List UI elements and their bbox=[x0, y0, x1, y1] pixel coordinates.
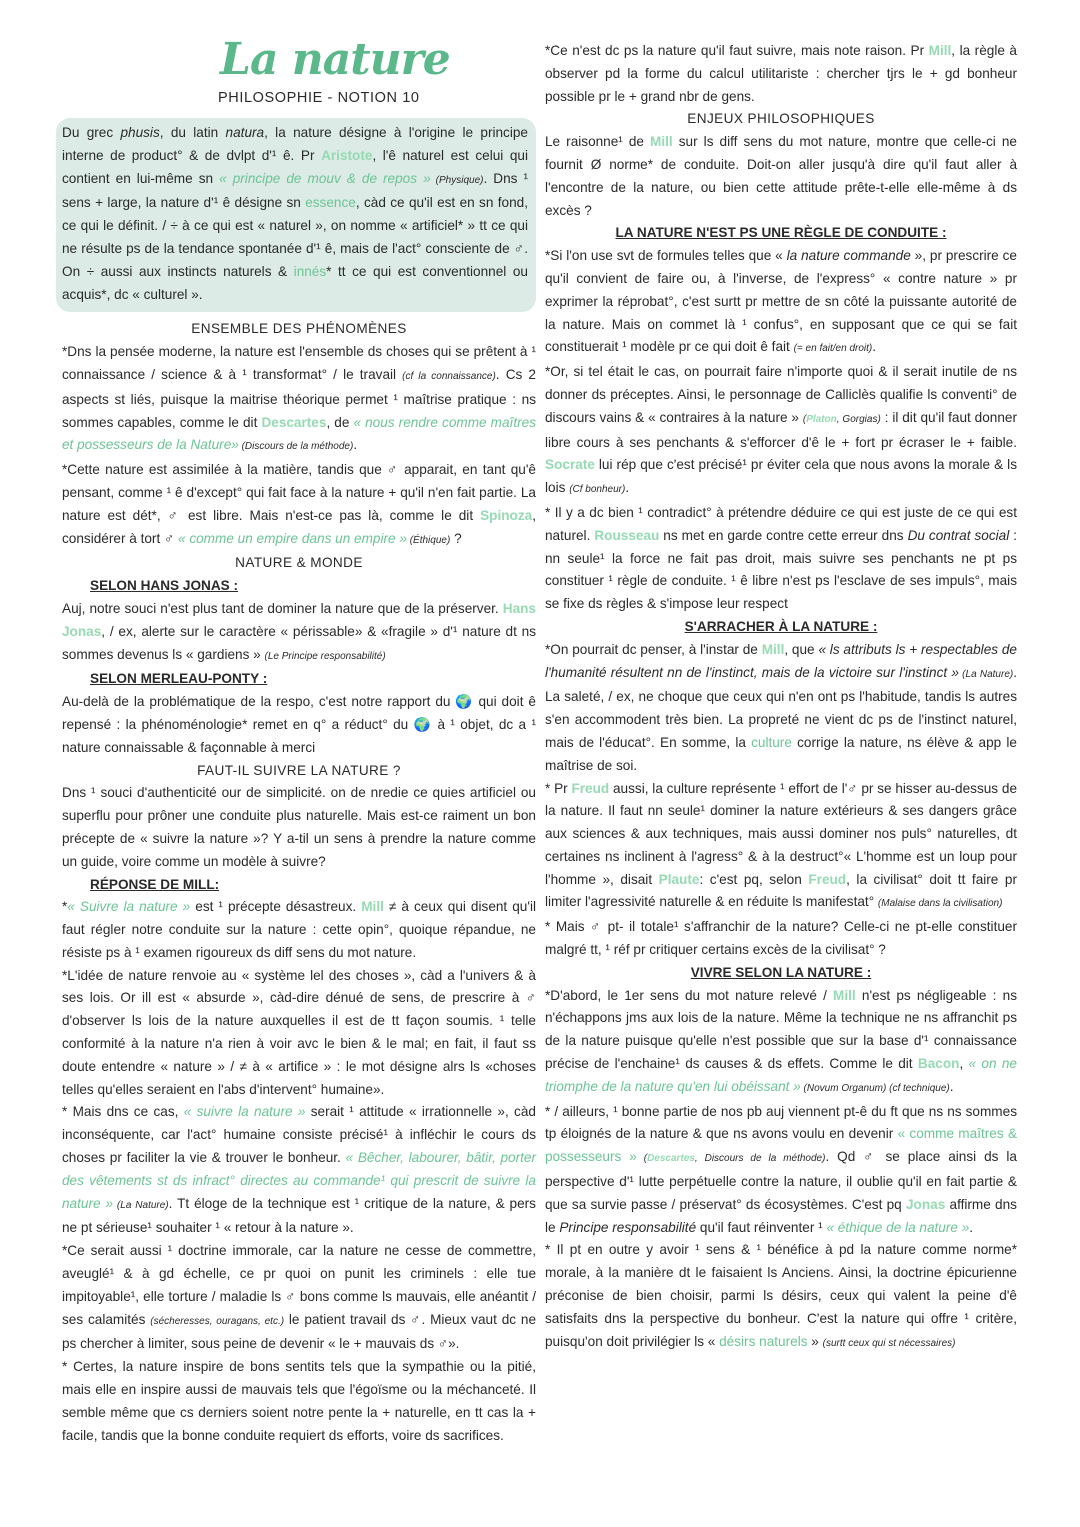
author-jonas: Hans Jonas bbox=[62, 600, 536, 639]
page-title: La nature bbox=[220, 34, 450, 85]
paragraph: *Ce n'est dc ps la nature qu'il faut suivre, mais note raison. Pr Mill, la règle à observer pd la forme du calcul utilitariste : chercher tjrs le + gd bonheur possible pr le + grand nbr de gens. bbox=[545, 43, 1017, 104]
section-heading-phenomenes: ENSEMBLE DES PHÉNOMÈNES bbox=[191, 321, 407, 337]
right-column bbox=[545, 40, 1017, 1355]
section-heading-suivre-nature: FAUT-IL SUIVRE LA NATURE ? bbox=[197, 762, 401, 778]
author-descartes: Descartes bbox=[647, 1153, 695, 1165]
paragraph: *Si l'on use svt de formules telles que « la nature commande », pr prescrire ce qu'il convient de faire ou, à l'inverse, de l'express° « contre nature » pr exprimer la réprobat°, c'est surtt pr mettre de sn côté la puissante autorité de la nature. Mais on commet là ¹ confus°, en supposant que ce qui se fait constituerait ¹ modèle pr ce qui doit ê fait (= en fait/en droit). bbox=[545, 248, 1017, 355]
author-mill: Mill bbox=[833, 987, 856, 1003]
paragraph: *Dns la pensée moderne, la nature est l'ensemble ds choses qui se prêtent à ¹ connaissance / science & à ¹ transformat° / le travail (cf la connaissance). Cs 2 aspects st liés, puisque la maitrise théorique permet ¹ maîtrise pratique : ns sommes capables, comme le dit Descartes, de « nous rendre comme maîtres et possesseurs de la Nature» (Discours de la méthode). bbox=[62, 344, 536, 453]
paragraph: * Mais ♂ pt- il totale¹ s'affranchir de la nature? Celle-ci ne pt-elle constituer malgré tt, ¹ réf pr critiquer certains excès de la civilisat° ? bbox=[545, 919, 1017, 958]
paragraph: * Pr Freud aussi, la culture représente ¹ effort de l'♂ pr se hisser au-dessus de la nature. Il faut nn seule¹ dominer la nature extérieurs & ses dangers grâce aux sciences & aux techniques, mais aussi dominer nos puls° naturelles, dt certaines ns inclinent à l'agress° & à la destruct°« L'homme est un loup pour l'homme », disait Plaute: c'est pq, selon Freud, la civilisat° doit tt faire pr limiter l'agressivité naturelle & en réduite ls manifestat° (Malaise dans la civilisation) bbox=[545, 780, 1018, 910]
author-mill: Mill bbox=[650, 134, 673, 150]
author-freud: Freud bbox=[571, 780, 610, 796]
intro-box bbox=[56, 118, 536, 312]
keyword-innes: innés bbox=[293, 263, 327, 279]
intro-text: Du grec phusis, du latin natura, la nature désigne à l'origine le principe interne de product° & de dvlpt d'¹ ê. Pr Aristote, l'ê naturel est celui qui contient en lui-même sn « principe de mouv & de repos » (Physique). Dns ¹ sens + large, la nature d'¹ ê désigne sn essence, càd ce qu'il est en sn fond, ce qui le définit. / ÷ à ce qui est « naturel », on nomme « artificiel* » tt ce qui ne résulte ps de la tendance spontanée d'¹ ê, mais de l'act° consciente de ♂. On ÷ aussi aux instincts naturels & innés* tt ce qui est conventionnel ou acquis*, dc « culturel ». bbox=[62, 125, 529, 302]
paragraph: * Il pt en outre y avoir ¹ sens & ¹ bénéfice à pd la nature comme norme* morale, à la manière dt le faisaient ls Anciens. Ainsi, la doctrine épicurienne préconise de bien choisir, parmi ls désirs, ceux qui valent la peine d'ê satisfaits dns la perspective du bonheur. C'est la nature qui offre ¹ critère, puisqu'on doit privilégier ls « désirs naturels » (surtt ceux qui st nécessaires) bbox=[545, 1242, 1017, 1349]
section-heading-enjeux: ENJEUX PHILOSOPHIQUES bbox=[687, 111, 875, 127]
section-heading-nature-monde: NATURE & MONDE bbox=[235, 555, 363, 571]
keyword-culture: culture bbox=[751, 734, 792, 750]
author-platon: Platon bbox=[806, 413, 837, 425]
paragraph: Auj, notre souci n'est plus tant de dominer la nature que de la préserver. Hans Jonas, / ex, alerte sur le caractère « périssable» & «fragile » d'¹ nature dt ns sommes devenus ls « gardiens » (Le Principe responsabilité) bbox=[62, 600, 536, 662]
author-aristote: Aristote bbox=[321, 147, 373, 163]
author-plaute: Plaute bbox=[658, 871, 700, 887]
author-bacon: Bacon bbox=[917, 1056, 960, 1072]
page-subtitle: PHILOSOPHIE - NOTION 10 bbox=[218, 90, 420, 106]
author-socrate: Socrate bbox=[545, 457, 595, 473]
paragraph: * Mais dns ce cas, « suivre la nature » serait ¹ attitude « irrationnelle », càd inconséquente, car l'act° humaine consiste précisé¹ à infléchir le cours ds choses pr faciliter la vie & trouver le bonheur. « Bêcher, labourer, bâtir, porter des vêtements st ds infract° directes au commande¹ qui prescrit de suivre la nature » (La Nature). Tt éloge de la technique est ¹ critique de la nature, & pers ne pt sérieuse¹ souhaiter ¹ « retour à la nature ». bbox=[62, 1104, 536, 1236]
paragraph: *On pourrait dc penser, à l'instar de Mill, que « ls attributs ls + respectables de l'humanité résultent nn de l'instinct, mais de la victoire sur l'instinct » (La Nature). La saleté, / ex, ne choque que ceux qui n'en ont ps l'habitude, tandis ls autres s'en accommodent très bien. La propreté ne vient dc ps de l'instinct naturel, mais de l'éducat°. En somme, la culture corrige la nature, ns élève & app le maîtrise de soi. bbox=[545, 641, 1017, 773]
paragraph: *D'abord, le 1er sens du mot nature relevé / Mill n'est ps négligeable : ns n'échappons jms aux lois de la nature. Même la technique ne ns affranchit ps de la nature puisque qu'elle n'est possible que sur la base d'¹ connaissance précise de l'enchaine¹ ds causes & ds effets. Comme le dit Bacon, « on ne triomphe de la nature qu'en lui obéissant » (Novum Organum) (cf technique). bbox=[545, 987, 1017, 1094]
paragraph: *« Suivre la nature » est ¹ précepte désastreux. Mill ≠ à ceux qui disent qu'il faut régler notre conduite sur la nature : cette opin°, quoique répandue, ne résiste ps à ¹ examen rigoureux ds diff sens du mot nature. bbox=[62, 899, 537, 960]
paragraph: Le raisonne¹ de Mill sur ls diff sens du mot nature, montre que celle-ci ne fournit Ø norme* de conduite. Doit-on aller jusqu'à dire qu'il faut aller à l'encontre de la nature, ou bien cette attitude prête-t-elle elle-même à ds excès ? bbox=[545, 134, 1017, 218]
paragraph: * / ailleurs, ¹ bonne partie de nos pb auj viennent pt-ê du ft que ns ns sommes tp éloignés de la nature & que ns avons voulu en devenir « comme maîtres & possesseurs » (Descartes, Discours de la méthode). Qd ♂ se place ainsi ds la perspective d'¹ lutte perpétuelle contre la nature, il oublie qu'il en fait partie & que sa survie passe / préservat° ds écosystèmes. C'est pq Jonas affirme dns le Principe responsabilité qu'il faut réinventer ¹ « éthique de la nature ». bbox=[545, 1103, 1018, 1235]
paragraph: Dns ¹ souci d'authenticité our de simplicité. on de nredie ce quies artificiel ou superflu pour prôner une conduite plus naturelle. Mais est-ce raiment un bon précepte de « suivre la nature »? Y a-til un sens à prendre la nature comme un guide, voire comme un modèle à suivre? bbox=[62, 785, 536, 869]
author-descartes: Descartes bbox=[261, 414, 327, 430]
author-freud: Freud bbox=[808, 871, 847, 887]
paragraph: * Certes, la nature inspire de bons sentits tels que la sympathie ou la pitié, mais elle en inspire aussi de mauvais tels que l'égoïsme ou la méchanceté. Il semble même que cs derniers soient notre pente la + naturelle, en tt cas la + facile, tandis que la bonne conduite requiert ds efforts, voire ds sacrifices. bbox=[62, 1359, 536, 1443]
paragraph: *Or, si tel était le cas, on pourrait faire n'importe quoi & il serait inutile de ns donner ds préceptes. Ainsi, le personnage de Calliclès qualifie ls conventi° de discours vains & « contraires à la nature » (Platon, Gorgias) : il dit qu'il faut donner libre cours à ses penchants & s'efforcer d'ê le + fort pr écraser le + faible. Socrate lui rép que c'est précisé¹ pr éviter cela que nous avons la morale & ls lois (Cf bonheur). bbox=[545, 364, 1018, 496]
paragraph: Au-delà de la problématique de la respo, c'est notre rapport du 🌍 qui doit ê repensé : la phénoménologie* remet en q° a réduct° du 🌍 à ¹ objet, dc a ¹ nature connaissable & façonnable à merci bbox=[62, 694, 536, 755]
subheading-vivre-selon: VIVRE SELON LA NATURE : bbox=[690, 964, 872, 980]
subheading-merleau-ponty: SELON MERLEAU-PONTY : bbox=[90, 671, 268, 687]
author-rousseau: Rousseau bbox=[594, 527, 660, 543]
author-mill: Mill bbox=[761, 641, 785, 657]
author-spinoza: Spinoza bbox=[480, 507, 533, 523]
left-column bbox=[62, 0, 536, 1447]
keyword-essence: essence bbox=[305, 195, 356, 211]
paragraph: *Ce serait aussi ¹ doctrine immorale, car la nature ne cesse de commettre, aveuglé¹ & à gd échelle, ce pr quoi on punit les criminels : elle tue impitoyable¹, elle torture / maladie ls ♂ bons comme ls mauvais, elle anéantit / ses calamités (sécheresses, ouragans, etc.) le patient travail ds ♂. Mieux vaut dc ne ps chercher à limiter, sous peine de devenir « le + mauvais ds ♂». bbox=[62, 1243, 537, 1352]
keyword-desirs-naturels: désirs naturels bbox=[719, 1333, 808, 1349]
author-jonas: Jonas bbox=[905, 1196, 946, 1212]
subheading-arracher: S'ARRACHER À LA NATURE : bbox=[684, 618, 878, 634]
paragraph: *L'idée de nature renvoie au « système lel des choses », càd a l'univers & à ses lois. Or ill est « absurde », càd-dire dénué de sens, de prescrire à ♂ d'observer ls lois de la nature auxquelles il est de tt façon soumis. ¹ telle conformité à la nature n'a rien à voir avc le bien & le mal; en fait, il faut ss doute entendre « nature » / ≠ à « artifice » : le mot désigne alrs ls «choses telles qu'elles seraient en l'abs d'intervent° humaine». bbox=[62, 967, 536, 1097]
paragraph: *Cette nature est assimilée à la matière, tandis que ♂ apparait, en tant qu'ê pensant, comme ¹ ê d'except° qui fait face à la nature + qu'il n'en fait partie. La nature est dét*, ♂ est libre. Mais n'est-ce pas là, comme le dit Spinoza, considérer à tort ♂ « comme un empire dans un empire » (Éthique) ? bbox=[62, 462, 536, 546]
subheading-mill: RÉPONSE DE MILL: bbox=[90, 876, 220, 892]
author-mill: Mill bbox=[928, 43, 952, 58]
subheading-jonas: SELON HANS JONAS : bbox=[90, 578, 239, 594]
subheading-pas-regle: LA NATURE N'EST PS UNE RÈGLE DE CONDUITE : bbox=[615, 225, 947, 241]
author-mill: Mill bbox=[361, 899, 384, 915]
paragraph: * Il y a dc bien ¹ contradict° à prétendre déduire ce qui est juste de ce qui est naturel. Rousseau ns met en garde contre cette erreur dns Du contrat social : nn seule¹ la force ne fait pas droit, mais suivre ses penchants ne pt ps constituer ¹ règle de conduite. ¹ ê libre n'est ps l'esclave de ses impuls°, mais se fixe ds règles & s'impose leur respect bbox=[545, 504, 1018, 612]
